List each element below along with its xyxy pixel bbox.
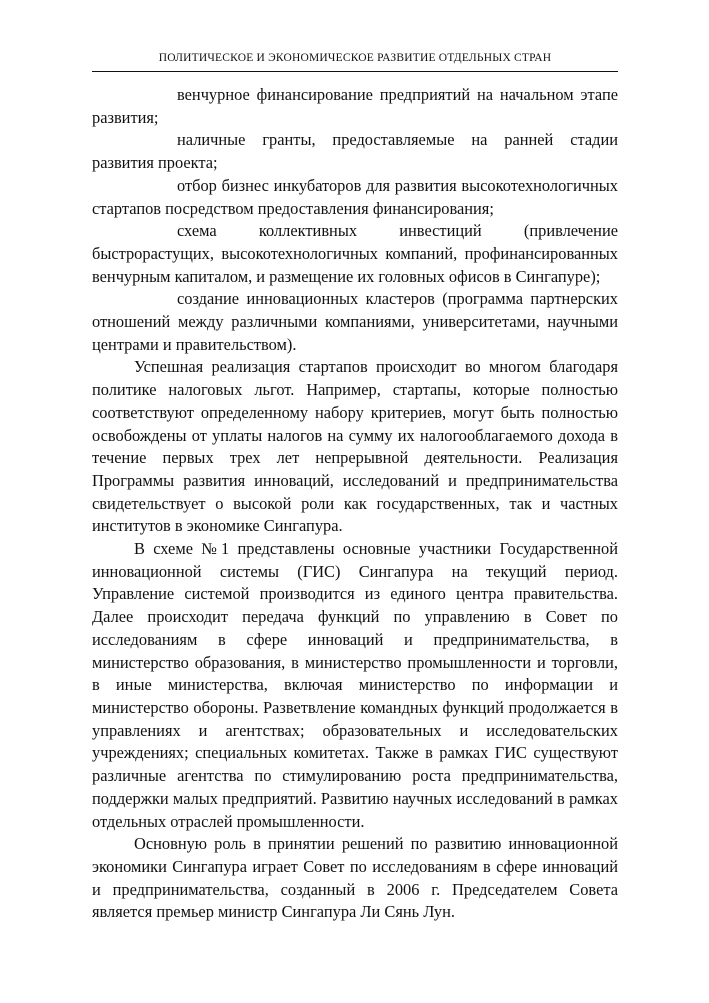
list-item: венчурное финансирование предприятий на начальном этапе развития; [92,85,618,127]
header-rule [92,71,618,72]
running-header: ПОЛИТИЧЕСКОЕ И ЭКОНОМИЧЕСКОЕ РАЗВИТИЕ ОТДЕЛЬНЫХ СТРАН [158,52,552,64]
list-item: наличные гранты, предоставляемые на ранней стадии развития проекта; [92,130,618,173]
paragraph: В схеме №1 представлены основные участники Государственной инновационной системы (ГИС) Сингапура на текущий период. Управление системой производится из единого центра правительства. Далее происходит передача функций по управлению в Совет по исследованиям в сфере инноваций и предпринимательства, в министерство образования, в министерство промышленности и торговли, в иные министерства, включая министерство по информации и министерство обороны. Разветвление командных функций продолжается в управлениях и агентствах; образовательных и исследовательских учреждениях; специальных комитетах. Также в рамках ГИС существуют различные агентства по стимулированию роста предпринимательства, поддержки малых предприятий. Развитию научных исследований в рамках отдельных отраслей промышленности. [92,539,618,831]
body-text [92,84,618,924]
paragraph: Успешная реализация стартапов происходит во многом благодаря политике налоговых льгот. Например, стартапы, которые полностью соответствуют определенному набору критериев, могут быть полностью освобождены от уплаты налогов на сумму их налогооблагаемого дохода в течение первых трех лет непрерывной деятельности. Реализация Программы развития инноваций, исследований и предпринимательства свидетельствует о высокой роли как государственных, так и частных институтов в экономике Сингапура. [92,357,618,536]
list-item: отбор бизнес инкубаторов для развития высокотехнологичных стартапов посредством предоставления финансирования; [92,175,618,218]
list-item: схема коллективных инвестиций (привлечение быстрорастущих, высокотехнологичных компаний, профинансированных венчурным капиталом, и размещение их головных офисов в Сингапуре); [92,221,618,286]
paragraph: Основную роль в принятии решений по развитию инновационной экономики Сингапура играет Совет по исследованиям в сфере инноваций и предпринимательства, созданный в 2006 г. Председателем Совета является премьер министр Сингапура Ли Сянь Лун. [92,834,618,922]
list-item: создание инновационных кластеров (программа партнерских отношений между различными компаниями, университетами, научными центрами и правительством). [92,289,618,354]
